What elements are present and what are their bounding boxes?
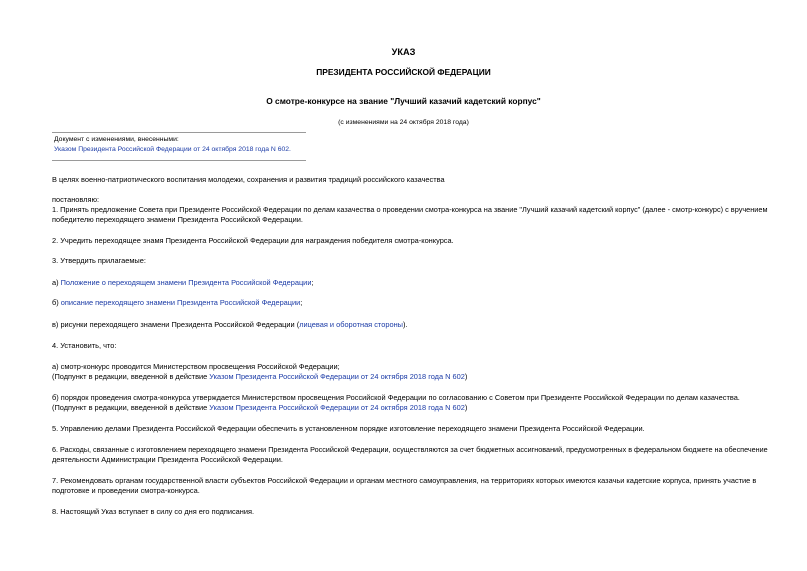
paragraph-5: 5. Управлению делами Президента Российской Федерации обеспечить в установленном порядке изготовление переходящего знамени Президента Российской Федерации.	[52, 424, 645, 433]
decree-title: УКАЗ	[391, 47, 416, 57]
revision-note: (с изменениями на 24 октября 2018 года)	[338, 119, 469, 126]
changes-link[interactable]: Указом Президента Российской Федерации от 24 октября 2018 года N 602.	[54, 146, 291, 153]
paragraph-4a: а) смотр-конкурс проводится Министерством просвещения Российской Федерации;	[52, 362, 340, 371]
paragraph-3b-suffix: ;	[300, 298, 303, 307]
paragraph-3c-suffix: ).	[402, 320, 408, 329]
paragraph-6-line-2: деятельности Администрации Президента Российской Федерации.	[52, 455, 283, 464]
paragraph-4a-note-prefix: (Подпункт в редакции, введенной в действие	[52, 372, 210, 381]
amendment-link[interactable]: Указом Президента Российской Федерации от 24 октября 2018 года N 602	[209, 403, 465, 412]
decree-issuer: ПРЕЗИДЕНТА РОССИЙСКОЙ ФЕДЕРАЦИИ	[316, 67, 491, 77]
paragraph-4a-note-suffix: )	[464, 372, 468, 381]
paragraph-4a-note	[52, 372, 467, 382]
paragraph-3c-prefix: в) рисунки переходящего знамени Президента Российской Федерации (	[52, 320, 300, 329]
paragraph-4b-note	[52, 403, 467, 413]
paragraph-7-line-2: подготовке и проведении смотра-конкурса.	[52, 486, 200, 495]
changes-top-rule	[52, 132, 306, 133]
paragraph-6-line-1: 6. Расходы, связанные с изготовлением переходящего знамени Президента Российской Федерации, осуществляются за счет бюджетных ассигнований, предусмотренных в федеральном бюджете на обеспечение	[52, 445, 768, 454]
document-title: О смотре-конкурсе на звание "Лучший казачий кадетский корпус"	[266, 96, 541, 106]
paragraph-4: 4. Установить, что:	[52, 341, 117, 350]
paragraph-4b-note-suffix: )	[464, 403, 468, 412]
paragraph-3: 3. Утвердить прилагаемые:	[52, 256, 146, 265]
intro-paragraph: В целях военно-патриотического воспитания молодежи, сохранения и развития традиций российского казачества	[52, 175, 445, 184]
paragraph-3a-prefix: а)	[52, 278, 61, 287]
paragraph-8: 8. Настоящий Указ вступает в силу со дня его подписания.	[52, 507, 255, 516]
paragraph-3b-prefix: б)	[52, 298, 61, 307]
paragraph-3c	[52, 320, 407, 330]
changes-bottom-rule	[52, 160, 306, 161]
description-link[interactable]: описание переходящего знамени Президента Российской Федерации	[60, 298, 301, 307]
paragraph-1-line-2: победителю переходящего знамени Президента Российской Федерации.	[52, 215, 303, 224]
amendment-link[interactable]: Указом Президента Российской Федерации от 24 октября 2018 года N 602	[209, 372, 465, 381]
statute-link[interactable]: Положение о переходящем знамени Президента Российской Федерации	[60, 278, 312, 287]
paragraph-2: 2. Учредить переходящее знамя Президента Российской Федерации для награждения победителя смотра-конкурса.	[52, 236, 454, 245]
paragraph-4b: б) порядок проведения смотра-конкурса утверждается Министерством просвещения Российской Федерации по согласованию с Советом при Президенте Российской Федерации по делам казачества.	[52, 393, 740, 402]
changes-label: Документ с изменениями, внесенными:	[54, 136, 179, 143]
paragraph-4b-note-prefix: (Подпункт в редакции, введенной в действие	[52, 403, 210, 412]
paragraph-7-line-1: 7. Рекомендовать органам государственной власти субъектов Российской Федерации и органам местного самоуправления, на территориях которых имеются казачьи кадетские корпуса, принять участие в	[52, 476, 757, 485]
paragraph-1-line-1: 1. Принять предложение Совета при Президенте Российской Федерации по делам казачества о проведении смотра-конкурса на звание "Лучший казачий кадетский корпус" (далее - смотр-конкурс) с вручением	[52, 205, 768, 214]
decree-word: постановляю:	[52, 195, 100, 204]
paragraph-3a	[52, 278, 314, 288]
paragraph-3b	[52, 298, 302, 308]
drawings-link[interactable]: лицевая и оборотная стороны	[299, 320, 403, 329]
paragraph-3a-suffix: ;	[311, 278, 314, 287]
